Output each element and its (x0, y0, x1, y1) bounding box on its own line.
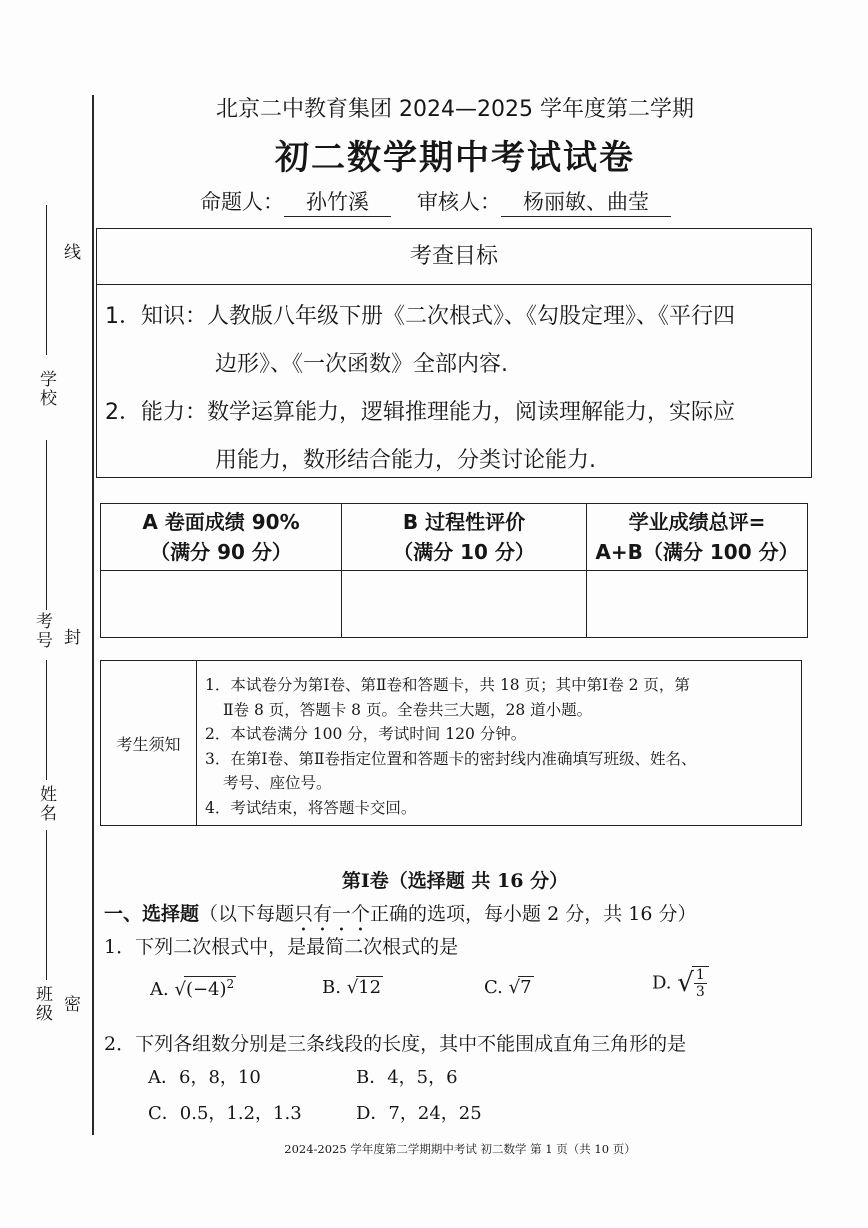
part-title: 一、选择题 (104, 903, 200, 925)
exam-no-fill-line (46, 440, 47, 610)
sqrt-icon: √ (346, 977, 359, 998)
score-total-cell (587, 571, 808, 638)
notice-text (205, 673, 797, 820)
fraction-denominator: 3 (695, 984, 705, 1000)
exam-title: 初二数学期中考试试卷 (275, 138, 635, 178)
score-table (100, 503, 808, 638)
score-a-cell (101, 571, 342, 638)
q1-option-d (652, 966, 709, 1000)
radicand: 7 (520, 977, 532, 998)
fraction-numerator: 1 (695, 967, 705, 983)
score-b-cell (342, 571, 587, 638)
notice-line: 3．在第Ⅰ卷、第Ⅱ卷指定位置和答题卡的密封线内准确填写班级、姓名、 (205, 749, 697, 768)
exponent: 2 (226, 977, 235, 991)
line-label: 线 (60, 243, 80, 262)
name-label: 姓名 (36, 785, 56, 823)
class-fill-line (46, 830, 47, 980)
author-label: 命题人： (200, 190, 284, 214)
secret-label: 密 (60, 995, 80, 1014)
notice-line: 考号、座位号。 (223, 774, 332, 792)
exam-goals-box (96, 228, 812, 478)
part-desc-b: 正确的选项，每小题 2 分，共 16 分） (370, 903, 697, 925)
class-label: 班级 (32, 985, 52, 1023)
goal-ability-cont: 用能力，数形结合能力，分类讨论能力. (215, 448, 596, 473)
name-fill-line (46, 660, 47, 780)
author-name: 孙竹溪 (284, 186, 391, 217)
q2-option-b: B．4，5，6 (356, 1067, 458, 1088)
score-col-total (587, 504, 808, 571)
notice-label: 考生须知 (101, 661, 197, 825)
q1-option-b (322, 976, 383, 998)
score-col-a-title: A 卷面成绩 90% (142, 510, 300, 534)
option-label: D. (652, 972, 672, 994)
exam-group-title: 北京二中教育集团 2024—2025 学年度第二学期 (216, 97, 694, 122)
part-desc-emphasis: 只有一个 (294, 903, 371, 925)
section-title: 第Ⅰ卷（选择题 共 16 分） (341, 870, 569, 892)
score-col-total-title: 学业成绩总评= (628, 510, 766, 534)
option-label: C. (484, 977, 503, 998)
q2-option-c: C．0.5，1.2，1.3 (148, 1103, 302, 1124)
notice-line: 2．本试卷满分 100 分，考试时间 120 分钟。 (205, 725, 527, 743)
school-fill-line (46, 205, 48, 355)
part-heading (104, 899, 696, 936)
page-footer: 2024-2025 学年度第二学期期中考试 初二数学 第 1 页（共 10 页） (284, 1142, 636, 1156)
sqrt-icon: √ (677, 968, 694, 998)
exam-no-label: 考号 (32, 612, 52, 650)
school-label: 学校 (36, 370, 56, 408)
score-col-a (101, 504, 342, 571)
sqrt-icon: √ (508, 977, 521, 998)
reviewer-name: 杨丽敏、曲莹 (501, 186, 671, 217)
score-col-a-sub: （满分 90 分） (150, 540, 292, 564)
notice-line: Ⅱ卷 8 页，答题卡 8 页。全卷共三大题，28 道小题。 (223, 700, 593, 719)
notice-line: 4．考试结束，将答题卡交回。 (205, 798, 417, 817)
goal-knowledge-cont: 边形》、《一次函数》全部内容. (215, 352, 508, 377)
part-desc-a: （以下每题 (199, 903, 295, 925)
radicand: (−4) (185, 979, 227, 1000)
notice-line: 1．本试卷分为第Ⅰ卷、第Ⅱ卷和答题卡，共 18 页；其中第Ⅰ卷 2 页，第 (205, 676, 690, 694)
option-label: A. (150, 979, 169, 1000)
question-1-stem: 1．下列二次根式中，是最简二次根式的是 (104, 936, 459, 958)
notice-box (100, 660, 802, 826)
score-col-total-sub: A+B（满分 100 分） (595, 540, 799, 564)
question-2-stem: 2．下列各组数分别是三条线段的长度，其中不能围成直角三角形的是 (104, 1033, 687, 1055)
score-col-b (342, 504, 587, 571)
option-label: B. (322, 977, 341, 998)
q2-option-a: A．6，8，10 (148, 1067, 261, 1088)
sqrt-icon: √ (174, 979, 186, 1000)
goal-ability: 2．能力：数学运算能力，逻辑推理能力，阅读理解能力，实际应 (105, 400, 735, 425)
authors-line (200, 186, 697, 217)
binding-line (92, 95, 94, 1135)
q1-option-a (150, 976, 236, 1000)
reviewer-label: 审核人： (417, 190, 501, 214)
q2-option-d: D．7，24，25 (356, 1103, 482, 1124)
score-col-b-sub: （满分 10 分） (393, 540, 535, 564)
q1-option-c (484, 976, 534, 998)
score-col-b-title: B 过程性评价 (402, 510, 526, 534)
goals-heading: 考查目标 (97, 229, 811, 285)
goal-knowledge: 1．知识：人教版八年级下册《二次根式》、《勾股定理》、《平行四 (105, 304, 735, 329)
radicand: 12 (358, 977, 382, 998)
seal-label: 封 (60, 628, 80, 647)
